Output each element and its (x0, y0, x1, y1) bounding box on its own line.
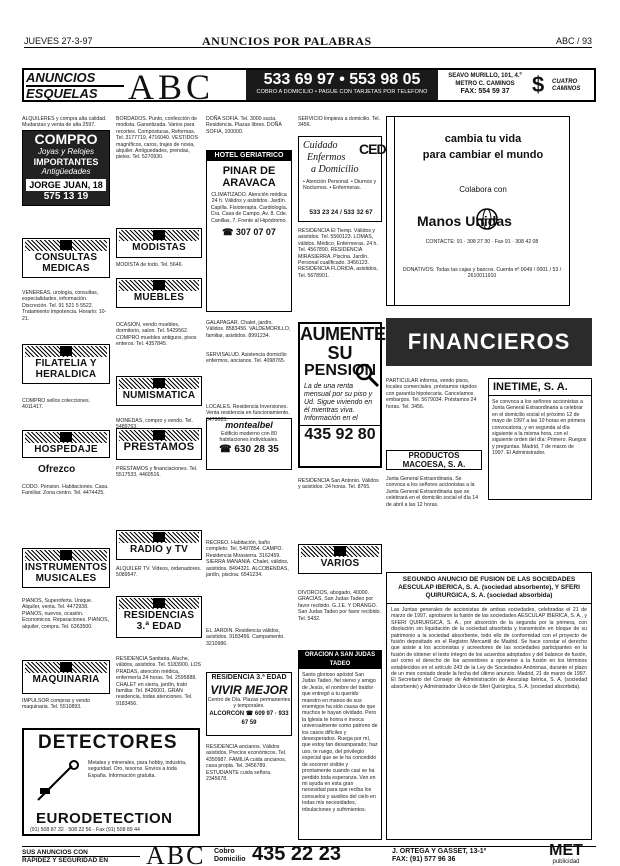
footer-left-1: SUS ANUNCIOS CON (22, 849, 140, 857)
banner-left (26, 71, 124, 99)
manos-unidas-ad (386, 116, 570, 306)
oracion-text: Santo glorioso apóstol San Judas Tadeo, fiel siervo y amigo de Jesús, el nombre del traidor que entregó a tu querido maestro en manos de sus enemigos ha sido causa de que muchos te hayan olvidado. Pero la Iglesia te honra e invoca universalmente como patrono de los casos difíciles y desesperados. Ruega por mí, que estoy tan desamparado; haz uso, te ruego, del privilegio especial que se te ha concedido de socorrer visible y prontamente cuando casi se ha perdido toda esperanza. Ven en mi ayuda en esta gran necesidad para que reciba los consuelos y auxilios del cielo en todas mis necesidades, tribulaciones y sufrimientos. (302, 672, 378, 813)
section-residencias (116, 596, 202, 638)
section-label: INSTRUMENTOS MUSICALES (24, 562, 108, 584)
banner-office-1: SEAVO MURILLO, 101, 4.º (448, 73, 522, 79)
section-number (301, 546, 379, 557)
banner-logo: ABC (128, 67, 215, 107)
aumente-tel: 435 92 80 (300, 425, 380, 444)
banner-phones-box (246, 70, 438, 100)
col4-residencia-text: RESIDENCIA El Tiemp. Válidos y asistidos. Tel. 5560123. LOMAS, válidos. Médico, Enfermeras. 24 h. Tel. 4567890. RESIDENCIA MIRASIERRA. Piscina. Jardín. Personal cualificado. 3456123. RESIDENCIA FLORIDA, asistidos, Tel. 5678901. (298, 228, 378, 279)
monte-name: montealbel (225, 420, 273, 430)
oracion-title: ORACION A SAN JUDAS TADEO (299, 651, 381, 669)
footer-met (538, 843, 594, 865)
section-label: FILATELIA Y HERALDICA (35, 358, 97, 380)
footer-logo: ABC (146, 841, 206, 866)
compro-addr: JORGE JUAN, 18 (26, 179, 106, 191)
col3-eljardin: EL JARDIN. Residencia válidos, asistidos. 9183456. Campamento. 3210986. (206, 628, 285, 647)
footer-met-logo: MET (549, 842, 583, 859)
footer-met-sub: publicidad (552, 859, 580, 865)
banner-sub: COBRO A DOMICILIO • PAGUE CON TARJETAS POR TELEFONO (256, 89, 428, 95)
footer-addr: J. ORTEGA Y GASSET, 13-1º (392, 848, 487, 855)
footer-left (22, 849, 140, 864)
aumente-line2: SU (327, 343, 353, 363)
magnifier-icon (354, 362, 380, 388)
detectores-phones: (91) 508 87 32 · 508 22 56 · Fax (91) 508 89 44 (30, 827, 140, 833)
header-section: ANUNCIOS POR PALABRAS (202, 34, 372, 48)
hotel-geriatrico-ad (206, 150, 292, 312)
varios-text: DIVORCIOS, abogado, 40000. GRACIAS, San Judas Tadeo por favor recibido. G.J.E. Y ORANGO. San Judas Tadeo por favor recibido. Tel. 5432. (298, 590, 381, 622)
detectores-text: Metales y minerales, para hobby, industria, seguridad. Oro, tesoros. Envíos a toda España. Información gratuita. (88, 760, 187, 779)
footer-cobro-2: Domicilio (214, 856, 246, 863)
section-label: PRESTAMOS (123, 441, 195, 453)
banner-agency (532, 73, 594, 97)
fin-left-text: PARTICULAR informa, vendo pisos, locales comerciales, préstamos rápidos con garantía hipotecaria. Cancelamos embargos. Tel. 5679034. Préstamos 24 horas. Tel. 3456. (386, 378, 477, 410)
consultas-text: VENEREAS, urología, consultas, especialidades, información. Discreción. Tel. 91 521 5 5522. Tratamiento impotencia. Horario: 10-21. (22, 290, 107, 322)
section-varios (298, 544, 382, 574)
detectores-title: DETECTORES (38, 732, 178, 753)
footer-phone: 435 22 23 (252, 843, 341, 865)
section-number (119, 598, 199, 609)
financieros-banner (386, 318, 592, 366)
prestamos-text: PRESTAMOS y financiaciones. Tel. 5517533, 4460516. (116, 466, 198, 479)
oracion-ad (298, 650, 382, 840)
banner-agency-label: CUATRO CAMINOS (552, 79, 581, 92)
header-page: ABC / 93 (555, 36, 592, 46)
section-number (119, 378, 199, 389)
compro-l2: IMPORTANTES (33, 157, 99, 167)
col3-locales: LOCALES. Residencia Inversiones. Venta residencia en funcionamiento. 3479023. (206, 404, 290, 423)
inetime-title: INETIME, S. A. (489, 379, 591, 396)
instrumentos-text: PIANOS, Superoferta. Unique. Alquiler, venta. Tel. 4472938. PIANOS, nuevos, ocasión. Economicos. Reparaciones. PIANOS, alquiler, compra. Tel. 6363500. (22, 598, 110, 630)
agency-logo-icon: $ (532, 72, 545, 97)
residencias-text: RESIDENCIA Sanitaria, Aluche, válidos, asistidos. Tel. 5183900. LOS PRADAS, atención médica, enfermería 24 horas. Tel. 2595888. CHALET en sierra, jardín, trato familiar. Tel. 8426001. GRAN residencia, todas atenciones. Tel. 9183456. (116, 656, 201, 707)
cuidado-line2: Enfermos (307, 152, 346, 163)
col2-top-text: BORDADOS. Punto, confección de modista. Garantizada. Varios para recortes. Composturas, Reformas. Tel. 3177719, 4716040. VESTIDOS magníficos, caros, trajes de novia, alquiler. Antiguedades, prendas, pieles. Tel. 5270930. (116, 116, 198, 161)
manos-contact: CONTACTE: 91 · 308 27 30 · Fax 91 · 308 42 08 (425, 239, 539, 245)
detector-icon (32, 760, 82, 804)
col3-mid-text: RECREO. Habitación, baño completo. Tel. 5497854. CAMPO. Residencia Mirasierra. 3162459. SIERRA MANANIA. Chalet, válidos, asistidos. 8494321. ALCOBENDAS, jardín, piscina. 6541234. (206, 540, 289, 579)
banner-office-2: METRO C. CAMINOS (455, 81, 515, 87)
compro-ad (22, 130, 110, 206)
banner-phones: 533 69 97 • 553 98 05 (263, 71, 421, 88)
banner (22, 67, 596, 107)
montealbel-ad (206, 418, 292, 470)
financieros-title: FINANCIEROS (407, 329, 571, 354)
banner-office (442, 72, 528, 96)
cambia-line1: cambia tu vida (444, 133, 522, 145)
section-label: NUMISMATICA (122, 390, 196, 401)
section-label: VARIOS (320, 558, 360, 569)
aumente-pension-ad (298, 322, 386, 468)
hospedaje-text: CODO. Pension. Habitaciones. Casa. Familiar. Zona centro. Tel. 4474425. (22, 484, 109, 497)
footer-left-2: RAPIDEZ Y SEGURIDAD EN (22, 857, 109, 864)
monte-text: Edificio moderno con 80 habitaciones individuales. (219, 431, 279, 444)
col4-residencia2: RESIDENCIA San Antonio. Válidos y asistidos. 24 horas. Tel. 8765. (298, 478, 379, 491)
banner-esquelas: ESQUELAS (26, 86, 98, 101)
page-header (24, 34, 592, 48)
section-label: CONSULTAS MEDICAS (34, 252, 98, 274)
fusion-body: Las Juntas generales de accionistas de ambas sociedades, celebradas el 21 de marzo de 1997, aprobaron la fusión de las sociedades AESCULAP IBERICA, S. A., y SFERI QUIRURGICA, S. A., por absorción de la segunda por la primera, con disolución sin liquidación de la sociedad absorbida y transmisión en bloque de su patrimonio a la sociedad absorbente, todo ello de conformidad con el proyecto de fusión depositado en el Registro Mercantil de Madrid. Se hace constar el derecho que asiste a los accionistas y acreedores de las sociedades participantes en la fusión de obtener el texto íntegro de los acuerdos adoptados y del balance de fusión, así como el derecho de los acreedores a oponerse a la fusión en los términos establecidos en el artículo 243 de la Ley de Sociedades Anónimas, durante el plazo de un mes contado desde la fecha del último anuncio. Madrid, 21 de marzo de 1997. El Secretario del Consejo de Administración de Aesculap Ibérica, S. A. (sociedad absorbente) y Administrador Único de Sferi Quirúrgica, S. A. (sociedad absorbida). (391, 607, 587, 690)
filatelia-text: COMPRO sellos colecciones. 4011417. (22, 398, 91, 411)
section-number (119, 430, 199, 441)
hotel-title: HOTEL GERIATRICO (207, 151, 291, 161)
ofrezco-label: Ofrezco (38, 464, 76, 475)
manos-side-strip (387, 117, 395, 305)
col3-top-text: DOÑA SOFIA. Tel. 3000 sucia. Residencia. Plazas libres. DOÑA SOFIA, 100000. (206, 116, 282, 135)
section-number (25, 662, 107, 673)
cuidado-enfermos-ad (298, 136, 386, 222)
col3-bottom-text: RESIDENCIA ancianos. Válidos asistidos. Precios económicos. Tel. 4350987. FAMILIA cuida ancianos, casa propia. Tel. 3456789. ESTUDIANTE cuida señora. 2345678. (206, 744, 287, 783)
modistas-text: MODISTA de todo. Tel. 5646. (116, 262, 183, 268)
cambia-line2: para cambiar el mundo (422, 149, 544, 161)
inetime-text: Se convoca a los señores accionistas a Junta General Extraordinaria a celebrar en el domicilio social el próximo 12 de mayo de 1997 a las 10 horas en primera convocatoria, y en segunda al día siguiente a la misma hora, con el siguiente orden del día: Primero. Ruegos y preguntas. Madrid, 7 de marzo de 1997. El Administrador. (492, 399, 587, 457)
section-number (25, 432, 107, 443)
residencia-3edad-ad (206, 672, 292, 736)
section-prestamos (116, 428, 202, 460)
section-number (119, 230, 199, 241)
col3-servisalud: SERVISALUD. Asistencia domicilio enfermos, ancianos. Tel. 4098765. (206, 352, 287, 365)
productos-macoesa-ad (386, 450, 482, 470)
aumente-line3: PENSION (304, 362, 377, 379)
residencia-tel: ALCORCON ☎ 609 97 · 933 67 59 (209, 710, 289, 726)
residencia-text: Centro de Día. Plazas permanentes y temporales. (207, 697, 291, 710)
footer-cobro (214, 848, 246, 864)
fusion-notice (386, 572, 592, 840)
section-label: RADIO y TV (129, 544, 189, 555)
section-number (25, 550, 107, 561)
banner-office-fax: FAX: 554 59 37 (460, 88, 510, 95)
section-radio (116, 530, 202, 560)
hotel-phone: ☎ 307 07 07 (222, 227, 276, 238)
section-hospedaje (22, 430, 110, 458)
globe-icon (475, 207, 499, 231)
footer-addr-block (392, 848, 522, 864)
col1-top-text: ALQUILERES y compra alta calidad. Mudanzas y venta de alta 2597. (22, 116, 107, 129)
col3-galapagar: GALAPAGAR. Chalet, jardín. Válidos. 8583456. VALDEMORILLO, familiar, asistidos. 8991234. (206, 320, 291, 339)
section-numismatica (116, 376, 202, 406)
residencia-name: VIVIR MEJOR (210, 683, 288, 697)
compro-l1: Joyas y Relojes (37, 147, 95, 156)
numismatica-text: MONEDAS, compro y vendo. Tel. (116, 418, 193, 424)
ced-logo-icon: CED (359, 141, 386, 157)
maquinaria-text: IMPULSOR compras y vendo maquinaria. Tel. 5510893. (22, 698, 91, 711)
productos-title: PRODUCTOS MACOESA, S. A. (402, 451, 466, 469)
aumente-text: La de una renta mensual por su piso y Ud. Sigue viviendo en él mientras viva. Información en el (304, 383, 373, 422)
section-label: RESIDENCIAS 3.ª EDAD (123, 610, 195, 632)
monte-tel: ☎ 630 28 35 (219, 443, 279, 455)
section-label: MODISTAS (132, 242, 186, 253)
section-consultas-medicas (22, 238, 110, 278)
section-number (119, 280, 199, 291)
header-date: JUEVES 27-3-97 (24, 36, 93, 46)
section-maquinaria (22, 660, 110, 694)
muebles-text: OCASION, vendo muebles, dormitorio, salon. Tel. 5429562. COMPRO muebles antiguos, pisos enteros. Tel. 4357845. (116, 322, 197, 348)
section-number (119, 532, 199, 543)
cuidado-text: • Atención Personal. • Diurnos y Nocturnos. • Enfermeras. (303, 179, 377, 192)
radio-text: ALQUILER TV. Videos, ordenadores. 5089547. (116, 566, 202, 579)
fusion-title: SEGUNDO ANUNCIO DE FUSION DE LAS SOCIEDADES AESCULAP IBERICA, S. A. (sociedad absorbente), Y SFERI QUIRURGICA, S. A. (sociedad absorbida) (387, 573, 591, 604)
compro-title: COMPRO (34, 131, 98, 147)
inetime-ad (488, 378, 592, 500)
section-modistas (116, 228, 202, 258)
manos-donativos: DONATIVOS: Todas las cajas y bancos. Cuenta nº 0049 / 0001 / 53 / 2610011910 (402, 267, 562, 280)
compro-tel: 575 13 19 (43, 191, 89, 202)
cuidado-line3: a Domicilio (311, 164, 359, 175)
footer-fax: FAX: (91) 577 96 36 (392, 856, 456, 863)
section-filatelia (22, 344, 110, 384)
hotel-name: PINAR DE ARAVACA (222, 165, 276, 189)
section-label: MAQUINARIA (32, 674, 100, 685)
residencia-title: RESIDENCIA 3.ª EDAD (211, 674, 287, 681)
hotel-text: CLIMATIZADO. Atención médica 24 h. Válidos y asistidos. Jardín. Capilla. Fisioterapia. Cardiología. Cra. Casa de Campo. Av. 8. Cde. Canillas, 7. Frente al Hipódromo. (210, 192, 288, 224)
eurodetection-label: EURODETECTION (36, 810, 173, 827)
compro-l3: Antigüedades (41, 167, 91, 176)
section-instrumentos (22, 548, 110, 588)
colabora-label: Colabora con (459, 185, 507, 194)
section-muebles (116, 278, 202, 308)
col4-top-text: SERVICIO limpieza a domicilio. Tel. 3456. (298, 116, 380, 129)
section-number (25, 346, 107, 357)
section-label: HOSPEDAJE (34, 444, 98, 455)
productos-text: Junta General Extraordinaria. Se convoca a los señores accionistas a la Junta General Extraordinaria que se celebrará en el domicilio social el día 14 de abril a las 12 horas. (386, 476, 478, 508)
cuidado-tel: 533 23 24 / 533 32 67 (309, 209, 373, 216)
section-number (25, 240, 107, 251)
footer (22, 841, 596, 866)
footer-cobro-1: Cobro (214, 848, 235, 855)
section-label: MUEBLES (133, 292, 185, 303)
banner-anuncios: ANUNCIOS (26, 71, 124, 87)
manos-unidas-name: Manos Unidas (417, 213, 512, 229)
aumente-line1: AUMENTE (300, 324, 386, 344)
cuidado-line1: Cuidado (303, 140, 338, 151)
detectores-ad (22, 728, 200, 836)
